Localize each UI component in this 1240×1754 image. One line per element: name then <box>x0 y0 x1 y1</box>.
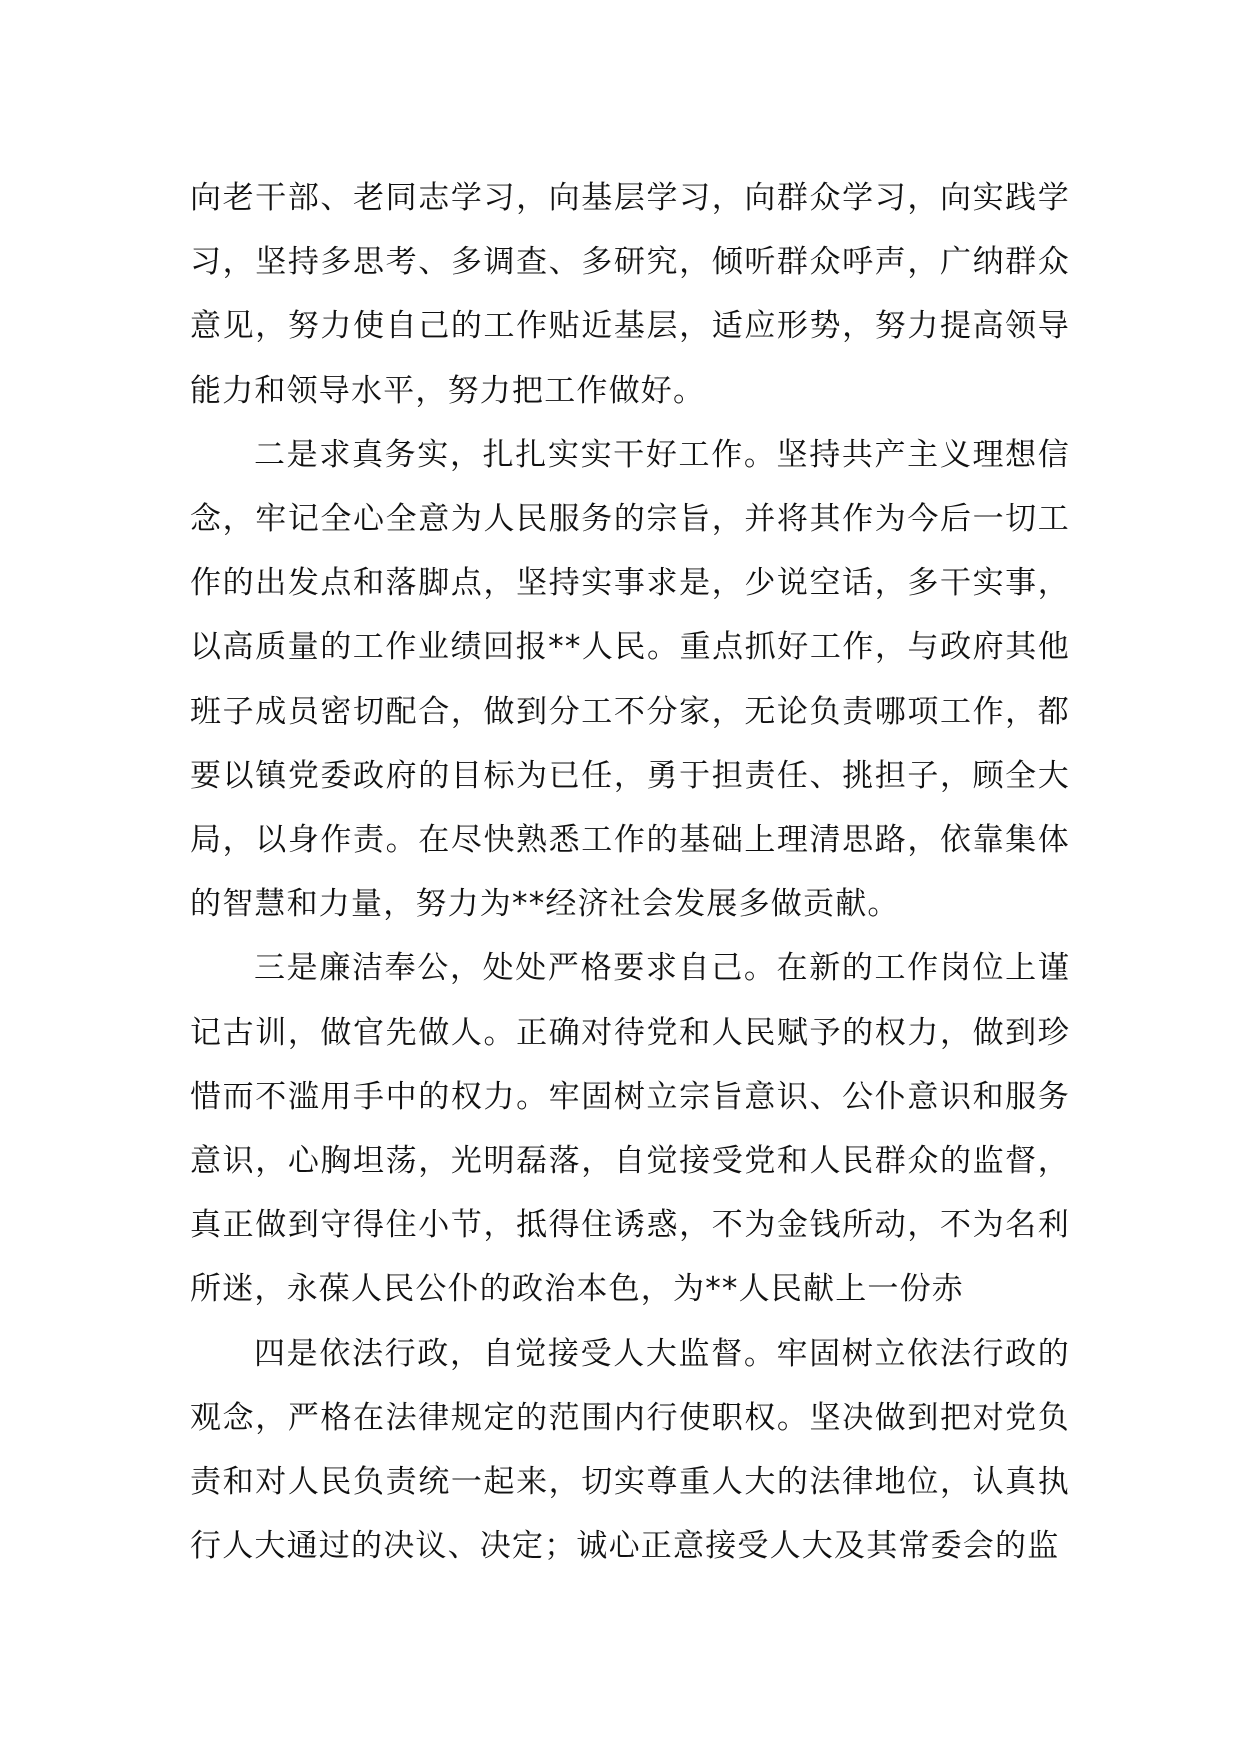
paragraph-point-two: 二是求真务实，扎扎实实干好工作。坚持共产主义理想信念，牢记全心全意为人民服务的宗旨，并将其作为今后一切工作的出发点和落脚点，坚持实事求是，少说空话，多干实事，以高质量的工作业绩回报**人民。重点抓好工作，与政府其他班子成员密切配合，做到分工不分家，无论负责哪项工作，都要以镇党委政府的目标为已任，勇于担责任、挑担子，顾全大局，以身作责。在尽快熟悉工作的基础上理清思路，依靠集体的智慧和力量，努力为**经济社会发展多做贡献。 <box>190 436 1070 923</box>
paragraph-continuation: 向老干部、老同志学习，向基层学习，向群众学习，向实践学习，坚持多思考、多调查、多研究，倾听群众呼声，广纳群众意见，努力使自己的工作贴近基层，适应形势，努力提高领导能力和领导水平，努力把工作做好。 <box>190 180 1070 409</box>
paragraph-point-three: 三是廉洁奉公，处处严格要求自己。在新的工作岗位上谨记古训，做官先做人。正确对待党和人民赋予的权力，做到珍惜而不滥用手中的权力。牢固树立宗旨意识、公仆意识和服务意识，心胸坦荡，光明磊落，自觉接受党和人民群众的监督，真正做到守得住小节，抵得住诱惑，不为金钱所动，不为名利所迷，永葆人民公仆的政治本色，为**人民献上一份赤 <box>190 950 1070 1308</box>
document-body <box>190 166 1070 1578</box>
paragraph-point-four: 四是依法行政，自觉接受人大监督。牢固树立依法行政的观念，严格在法律规定的范围内行使职权。坚决做到把对党负责和对人民负责统一起来，切实尊重人大的法律地位，认真执行人大通过的决议、决定；诚心正意接受人大及其常委会的监 <box>190 1335 1070 1565</box>
